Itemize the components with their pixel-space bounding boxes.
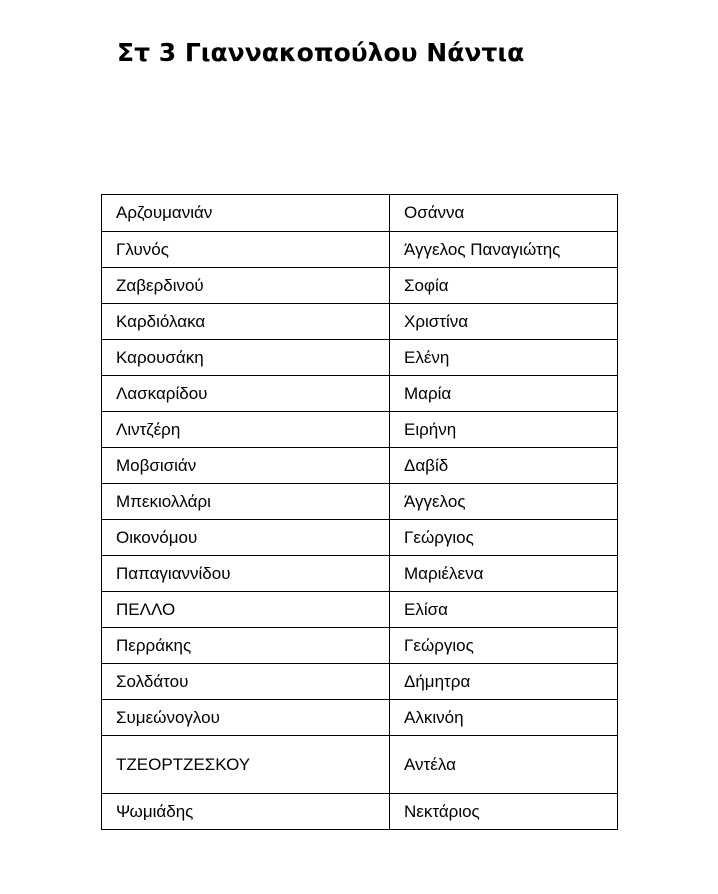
first-name-cell: Δήμητρα	[390, 664, 618, 700]
last-name-cell: Μπεκιολλάρι	[102, 484, 390, 520]
table-row	[102, 304, 618, 340]
last-name-cell: Σολδάτου	[102, 664, 390, 700]
last-name-cell: Λασκαρίδου	[102, 376, 390, 412]
last-name-cell: ΠΕΛΛΟ	[102, 592, 390, 628]
first-name-cell: Αντέλα	[390, 736, 618, 794]
table-row	[102, 448, 618, 484]
first-name-cell: Μαρία	[390, 376, 618, 412]
last-name-cell: Καρουσάκη	[102, 340, 390, 376]
first-name-cell: Νεκτάριος	[390, 794, 618, 830]
last-name-cell: Συμεώνογλου	[102, 700, 390, 736]
first-name-cell: Ειρήνη	[390, 412, 618, 448]
last-name-cell: Ζαβερδινού	[102, 268, 390, 304]
table-row	[102, 232, 618, 268]
table-row	[102, 195, 618, 232]
table-row	[102, 520, 618, 556]
table-row	[102, 412, 618, 448]
table-row	[102, 484, 618, 520]
last-name-cell: Παπαγιαννίδου	[102, 556, 390, 592]
table-row	[102, 736, 618, 794]
table-row	[102, 700, 618, 736]
last-name-cell: ΤΖΕΟΡΤΖΕΣΚΟΥ	[102, 736, 390, 794]
first-name-cell: Ελένη	[390, 340, 618, 376]
table-row	[102, 592, 618, 628]
first-name-cell: Αλκινόη	[390, 700, 618, 736]
table-row	[102, 794, 618, 830]
first-name-cell: Γεώργιος	[390, 520, 618, 556]
last-name-cell: Γλυνός	[102, 232, 390, 268]
first-name-cell: Άγγελος Παναγιώτης	[390, 232, 618, 268]
first-name-cell: Δαβίδ	[390, 448, 618, 484]
first-name-cell: Οσάννα	[390, 195, 618, 232]
first-name-cell: Άγγελος	[390, 484, 618, 520]
table-row	[102, 556, 618, 592]
page-title: Στ 3 Γιαννακοπούλου Νάντια	[117, 38, 525, 67]
last-name-cell: Καρδιόλακα	[102, 304, 390, 340]
last-name-cell: Περράκης	[102, 628, 390, 664]
first-name-cell: Σοφία	[390, 268, 618, 304]
first-name-cell: Γεώργιος	[390, 628, 618, 664]
last-name-cell: Μοβσισιάν	[102, 448, 390, 484]
last-name-cell: Οικονόμου	[102, 520, 390, 556]
first-name-cell: Ελίσα	[390, 592, 618, 628]
last-name-cell: Ψωμιάδης	[102, 794, 390, 830]
last-name-cell: Αρζουμανιάν	[102, 195, 390, 232]
table-row	[102, 340, 618, 376]
table-row	[102, 268, 618, 304]
first-name-cell: Μαριέλενα	[390, 556, 618, 592]
table-row	[102, 628, 618, 664]
first-name-cell: Χριστίνα	[390, 304, 618, 340]
last-name-cell: Λιντζέρη	[102, 412, 390, 448]
table-row	[102, 664, 618, 700]
student-roster-table	[101, 194, 618, 830]
table-row	[102, 376, 618, 412]
